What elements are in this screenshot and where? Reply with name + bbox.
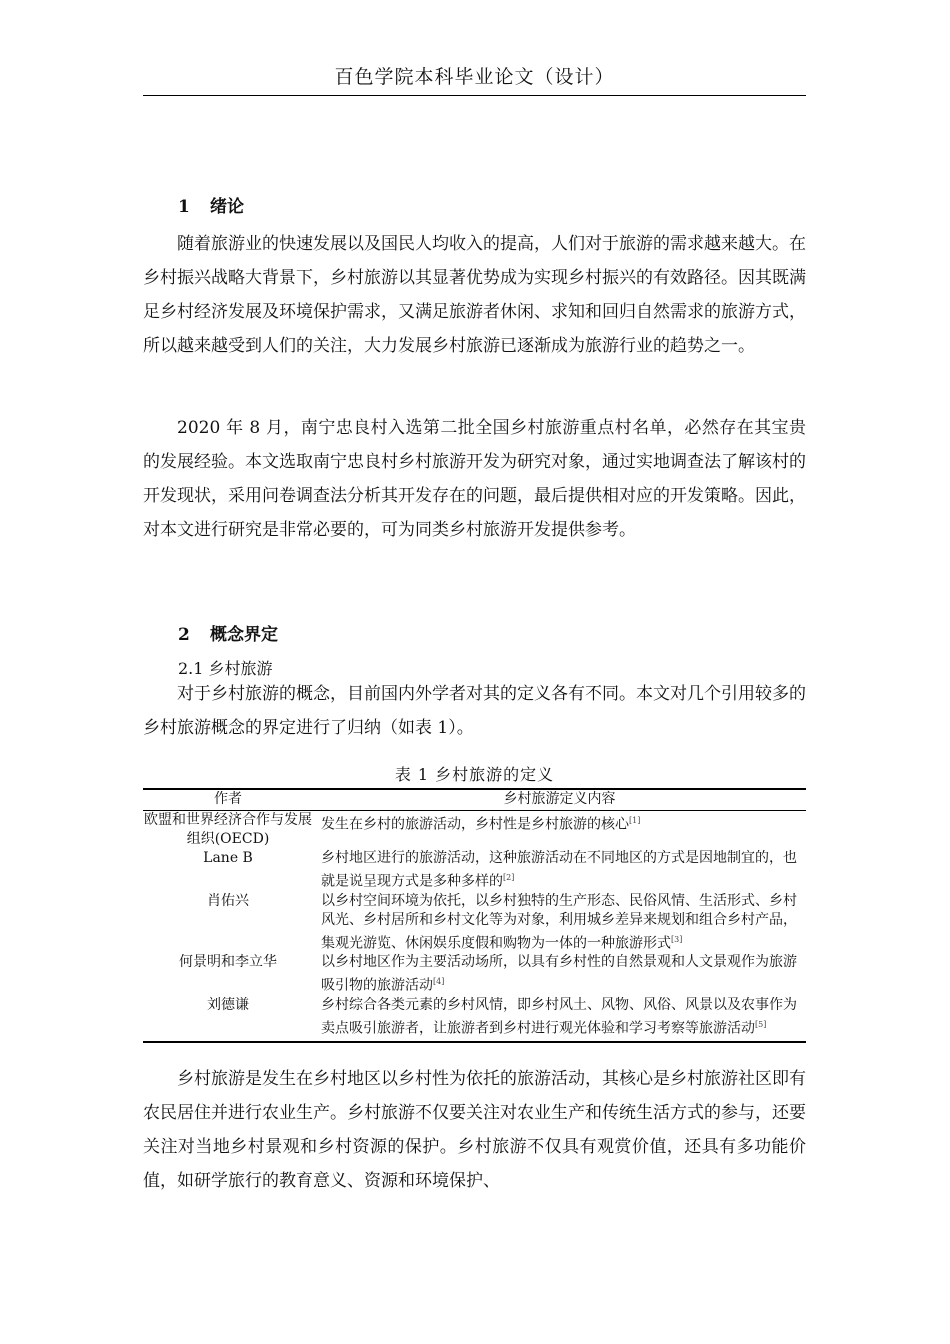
author-cell: Lane B (203, 850, 253, 866)
section-1-number: 1 (178, 197, 190, 217)
table-caption: 表 1 乡村旅游的定义 (394, 765, 555, 784)
section-2-heading (178, 620, 278, 645)
header-definition: 乡村旅游定义内容 (313, 789, 806, 811)
author-cell: 肖佑兴 (207, 892, 249, 909)
definition-text: 乡村综合各类元素的乡村风情，即乡村风土、风物、风俗、风景以及农事作为卖点吸引旅游者，让旅游者到乡村进行观光体验和学习考察等旅游活动 (321, 996, 797, 1037)
author-cell: 何景明和李立华 (179, 954, 277, 971)
definition-text: 以乡村地区作为主要活动场所，以具有乡村性的自然景观和人文景观作为旅游吸引物的旅游活动 (321, 954, 797, 994)
header-author: 作者 (143, 789, 313, 811)
table-header-row (143, 789, 806, 811)
definition-cell (313, 996, 806, 1042)
subsection-2-1-title: 2.1 乡村旅游 (178, 659, 273, 678)
definition-text: 以乡村空间环境为依托，以乡村独特的生产形态、民俗风情、生活形式、乡村风光、乡村居所和乡村文化等为对象，利用城乡差异来规划和组合乡村产品，集观光游览、休闲娱乐度假和购物为一体的一种旅游形式 (321, 892, 797, 952)
table-row (143, 996, 806, 1042)
definition-text: 乡村地区进行的旅游活动，这种旅游活动在不同地区的方式是因地制宜的，也就是说呈现方式是多种多样的 (321, 850, 797, 890)
page-header: 百色学院本科毕业论文（设计） (143, 62, 806, 96)
table-row (143, 953, 806, 996)
paragraph-2: 2020 年 8 月，南宁忠良村入选第二批全国乡村旅游重点村名单，必然存在其宝贵的发展经验。本文选取南宁忠良村乡村旅游开发为研究对象，通过实地调查法了解该村的开发现状，采用问卷调查法分析其开发存在的问题，最后提供相对应的开发策略。因此，对本文进行研究是非常必要的，可为同类乡村旅游开发提供参考。 (143, 418, 806, 540)
section-1-title: 绪论 (210, 197, 244, 217)
paragraph-1: 随着旅游业的快速发展以及国民人均收入的提高，人们对于旅游的需求越来越大。在乡村振兴战略大背景下，乡村旅游以其显著优势成为实现乡村振兴的有效路径。因其既满足乡村经济发展及环境保护需求，又满足旅游者休闲、求知和回归自然需求的旅游方式，所以越来越受到人们的关注，大力发展乡村旅游已逐渐成为旅游行业的趋势之一。 (143, 234, 806, 356)
paragraph-4: 乡村旅游是发生在乡村地区以乡村性为依托的旅游活动，其核心是乡村旅游社区即有农民居住并进行农业生产。乡村旅游不仅要关注对农业生产和传统生活方式的参与，还要关注对当地乡村景观和乡村资源的保护。乡村旅游不仅具有观赏价值，还具有多功能价值，如研学旅行的教育意义、资源和环境保护、 (143, 1069, 806, 1191)
definition-text: 发生在乡村的旅游活动，乡村性是乡村旅游的核心 (321, 816, 629, 833)
author-cell: 刘德谦 (143, 996, 313, 1042)
citation-ref: [1] (629, 816, 641, 825)
citation-ref: [3] (671, 934, 683, 944)
citation-ref: [2] (503, 873, 515, 882)
section-1-heading (178, 192, 244, 217)
table-row (143, 811, 806, 850)
definition-cell (313, 892, 806, 954)
citation-ref: [4] (433, 977, 445, 987)
citation-ref: [5] (755, 1019, 767, 1029)
definition-cell (313, 953, 806, 996)
definition-cell (313, 811, 806, 850)
section-2-title: 概念界定 (210, 625, 278, 645)
author-cell: 欧盟和世界经济合作与发展组织(OECD) (144, 812, 312, 847)
definition-cell (313, 849, 806, 892)
paragraph-3: 对于乡村旅游的概念，目前国内外学者对其的定义各有不同。本文对几个引用较多的乡村旅游概念的界定进行了归纳（如表 1）。 (143, 684, 806, 738)
section-2-number: 2 (178, 625, 190, 645)
table-row (143, 849, 806, 892)
table-row (143, 892, 806, 954)
definition-table (143, 788, 806, 1043)
